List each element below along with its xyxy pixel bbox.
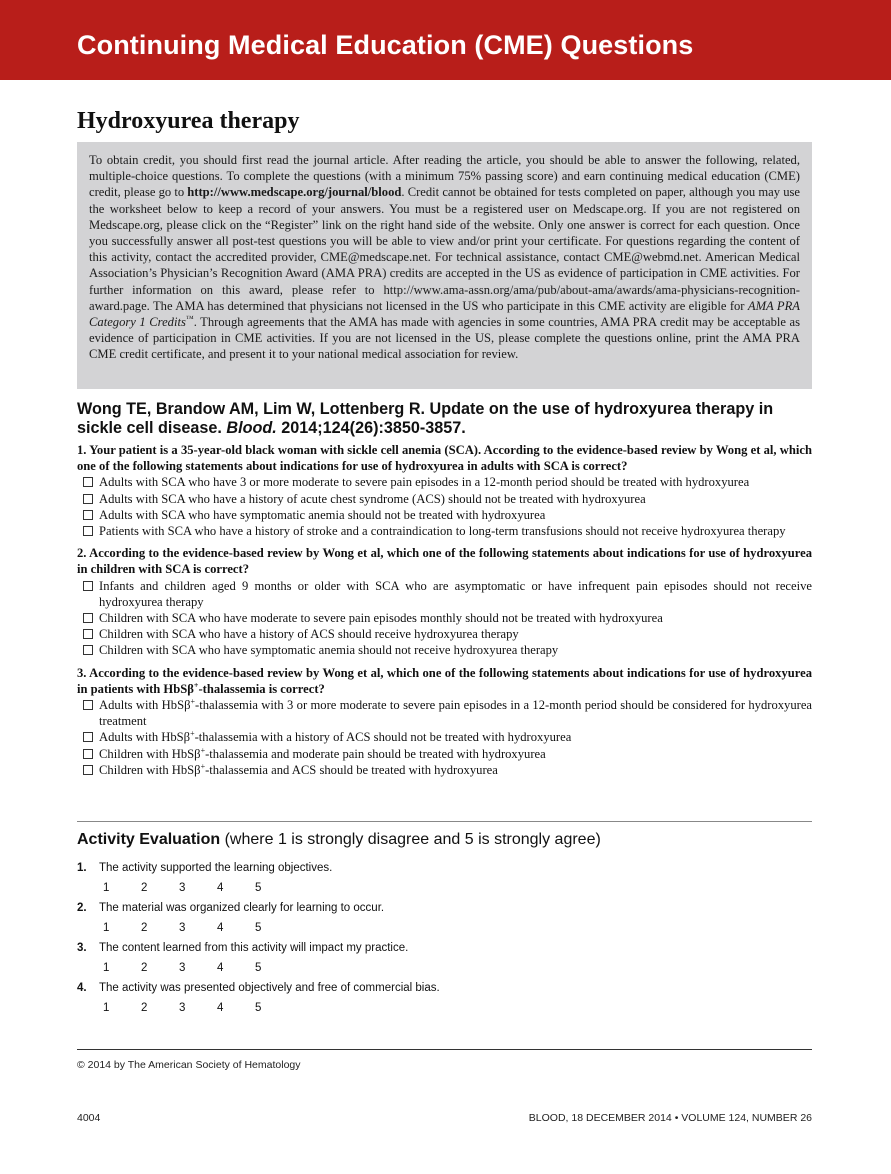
- rating-option[interactable]: 5: [255, 882, 262, 894]
- checkbox-icon[interactable]: [83, 526, 93, 536]
- page-number: 4004: [77, 1112, 101, 1124]
- answer-option[interactable]: [77, 762, 812, 778]
- answer-option[interactable]: [77, 507, 812, 523]
- stem-text: -thalassemia is correct?: [198, 681, 325, 696]
- option-text: Children with SCA who have symptomatic anemia should not receive hydroxyurea therapy: [99, 643, 559, 658]
- stem-text: 3. According to the evidence-based review by Wong et al, which one of the following statements about indications for use of hydroxyurea in patients with HbSβ: [77, 665, 812, 696]
- answer-option[interactable]: [77, 474, 812, 490]
- answer-option[interactable]: [77, 626, 812, 642]
- page-title: Hydroxyurea therapy: [77, 108, 300, 134]
- answer-option[interactable]: [77, 729, 812, 745]
- rating-option[interactable]: 2: [141, 962, 148, 974]
- rating-option[interactable]: 5: [255, 922, 262, 934]
- evaluation-item: [77, 980, 812, 1020]
- rating-option[interactable]: 2: [141, 922, 148, 934]
- item-number: 1.: [77, 862, 87, 874]
- answer-option[interactable]: [77, 491, 812, 507]
- item-number: 3.: [77, 942, 87, 954]
- rating-option[interactable]: 5: [255, 1002, 262, 1014]
- rating-option[interactable]: 1: [103, 922, 110, 934]
- option-text: Adults with SCA who have symptomatic anemia should not be treated with hydroxyurea: [99, 507, 546, 522]
- instructions-text: [89, 152, 800, 363]
- instructions-body: . Credit cannot be obtained for tests completed on paper, although you may use the worksheet below to keep a record of your answers. You must be a registered user on Medscape.org. If you are not registered on Medscape.org, please click on the “Register” link on the right hand side of the website. Only one answer is correct for each question. Once you successfully answer all post-test questions you will be able to view and/or print your certificate. For questions regarding the content of this activity, contact the accredited provider, CME@medscape.net. For technical assistance, contact CME@webmd.net. American Medical Association’s Physician’s Recognition Award (AMA PRA) credits are accepted in the US as evidence of participation in CME activities. For further information on this award, please refer to http://www.ama-assn.org/ama/pub/about-ama/awards/ama-physicians-recognition-award.page. The AMA has determined that physicians not licensed in the US who participate in this CME activity are eligible for: [89, 185, 800, 313]
- rating-option[interactable]: 4: [217, 922, 224, 934]
- rating-option[interactable]: 4: [217, 962, 224, 974]
- citation-authors-title: Wong TE, Brandow AM, Lim W, Lottenberg R. Update on the use of hydroxyurea therapy in sickle cell disease.: [77, 400, 774, 437]
- superscript: +: [190, 729, 195, 739]
- answer-option[interactable]: [77, 642, 812, 658]
- instructions-intro: To obtain credit, you should first read the journal article. After reading the article, you should be able to answer the following, related, multiple-choice questions. To complete the questions (with a minimum 75% passing score) and earn continuing medical education (CME) credit, please go to: [89, 153, 800, 200]
- item-number: 4.: [77, 982, 87, 994]
- option-text-post: -thalassemia with 3 or more moderate to severe pain episodes in a 12-month period should be considered for hydroxyurea treatment: [99, 698, 813, 729]
- superscript: +: [200, 745, 206, 755]
- option-text-pre: Adults with HbSβ: [99, 730, 191, 745]
- question-list: [77, 442, 812, 784]
- evaluation-subtitle: (where 1 is strongly disagree and 5 is strongly agree): [220, 831, 601, 848]
- header-banner: [0, 0, 891, 80]
- rating-scale: [103, 962, 293, 974]
- checkbox-icon[interactable]: [83, 629, 93, 639]
- answer-option[interactable]: [77, 746, 812, 762]
- rating-option[interactable]: 1: [103, 962, 110, 974]
- checkbox-icon[interactable]: [83, 749, 93, 759]
- rating-scale: [103, 922, 293, 934]
- checkbox-icon[interactable]: [83, 510, 93, 520]
- option-text: Infants and children aged 9 months or older with SCA who are asymptomatic or have infrequent pain episodes should not receive hydroxyurea therapy: [99, 578, 812, 609]
- question-3: [77, 665, 812, 778]
- rating-option[interactable]: 2: [141, 882, 148, 894]
- checkbox-icon[interactable]: [83, 645, 93, 655]
- rating-option[interactable]: 3: [179, 882, 186, 894]
- answer-option[interactable]: [77, 578, 812, 610]
- option-text: [99, 697, 812, 729]
- option-text-pre: Children with HbSβ: [99, 762, 201, 777]
- option-text-post: -thalassemia and moderate pain should be treated with hydroxyurea: [205, 746, 546, 761]
- option-text-post: -thalassemia with a history of ACS should not be treated with hydroxyurea: [194, 730, 572, 745]
- superscript: +: [193, 680, 199, 690]
- evaluation-title: [77, 831, 601, 849]
- citation-reference: 2014;124(26):3850-3857.: [276, 419, 466, 437]
- question-1: [77, 442, 812, 539]
- rating-option[interactable]: 3: [179, 922, 186, 934]
- rating-option[interactable]: 1: [103, 882, 110, 894]
- article-citation: [77, 400, 812, 438]
- evaluation-list: [77, 860, 812, 1020]
- question-stem: [77, 665, 812, 697]
- evaluation-heading: Activity Evaluation: [77, 831, 221, 848]
- medscape-link[interactable]: http://www.medscape.org/journal/blood: [187, 185, 402, 200]
- question-stem: 1. Your patient is a 35-year-old black woman with sickle cell anemia (SCA). According to the evidence-based review by Wong et al, which one of the following statements about indications for use of hydroxyurea in adults with SCA is correct?: [77, 443, 812, 474]
- question-stem: 2. According to the evidence-based review by Wong et al, which one of the following statements about indications for use of hydroxyurea in children with SCA is correct?: [77, 546, 812, 577]
- rating-option[interactable]: 1: [103, 1002, 110, 1014]
- evaluation-item: [77, 940, 812, 980]
- evaluation-item: [77, 860, 812, 900]
- option-text-post: -thalassemia and ACS should be treated with hydroxyurea: [205, 762, 498, 777]
- rating-option[interactable]: 3: [179, 1002, 186, 1014]
- rating-scale: [103, 1002, 293, 1014]
- banner-title: Continuing Medical Education (CME) Questions: [77, 30, 694, 60]
- item-text: The material was organized clearly for learning to occur.: [99, 902, 385, 914]
- checkbox-icon[interactable]: [83, 613, 93, 623]
- option-text: [99, 746, 812, 762]
- rating-option[interactable]: 4: [217, 882, 224, 894]
- checkbox-icon[interactable]: [83, 477, 93, 487]
- checkbox-icon[interactable]: [83, 700, 93, 710]
- question-2: [77, 545, 812, 658]
- superscript: +: [190, 696, 195, 706]
- credit-name: AMA PRA Category 1 Credits: [89, 298, 800, 330]
- checkbox-icon[interactable]: [83, 494, 93, 504]
- citation-journal: Blood.: [226, 419, 277, 437]
- footer-divider: [77, 1049, 812, 1050]
- checkbox-icon[interactable]: [83, 765, 93, 775]
- item-text: The content learned from this activity will impact my practice.: [99, 942, 409, 954]
- option-text: [99, 729, 812, 745]
- journal-info: BLOOD, 18 DECEMBER 2014 • VOLUME 124, NUMBER 26: [528, 1112, 812, 1124]
- instructions-end: . Through agreements that the AMA has made with agencies in some countries, AMA PRA credit may be acceptable as evidence of participation in CME activities. If you are not licensed in the US, please complete the questions online, print the AMA PRA CME credit certificate, and present it to your national medical association for review.: [89, 315, 800, 362]
- answer-option[interactable]: [77, 523, 812, 539]
- copyright-notice: © 2014 by The American Society of Hematology: [77, 1059, 301, 1071]
- option-text: Children with SCA who have a history of ACS should receive hydroxyurea therapy: [99, 627, 519, 642]
- rating-option[interactable]: 4: [217, 1002, 224, 1014]
- option-text: Patients with SCA who have a history of stroke and a contraindication to long-term transfusions should not receive hydroxyurea therapy: [99, 524, 786, 539]
- option-text: Adults with SCA who have a history of acute chest syndrome (ACS) should not be treated with hydroxyurea: [99, 491, 646, 506]
- rating-scale: [103, 882, 293, 894]
- answer-option[interactable]: [77, 697, 812, 729]
- option-text-pre: Children with HbSβ: [99, 746, 201, 761]
- item-text: The activity supported the learning objectives.: [99, 862, 333, 874]
- section-divider: [77, 821, 812, 822]
- rating-option[interactable]: 5: [255, 962, 262, 974]
- rating-option[interactable]: 2: [141, 1002, 148, 1014]
- item-number: 2.: [77, 902, 87, 914]
- evaluation-item: [77, 900, 812, 940]
- item-text: The activity was presented objectively and free of commercial bias.: [99, 982, 440, 994]
- option-text: Children with SCA who have moderate to severe pain episodes monthly should not be treated with hydroxyurea: [99, 611, 663, 626]
- option-text: [99, 762, 812, 778]
- option-text-pre: Adults with HbSβ: [99, 698, 191, 713]
- checkbox-icon[interactable]: [83, 732, 93, 742]
- superscript: +: [200, 761, 206, 771]
- rating-option[interactable]: 3: [179, 962, 186, 974]
- instructions-box: [77, 142, 812, 389]
- answer-option[interactable]: [77, 610, 812, 626]
- checkbox-icon[interactable]: [83, 581, 93, 591]
- trademark-symbol: ™: [185, 313, 194, 323]
- option-text: Adults with SCA who have 3 or more moderate to severe pain episodes in a 12-month period should be treated with hydroxyurea: [99, 475, 750, 490]
